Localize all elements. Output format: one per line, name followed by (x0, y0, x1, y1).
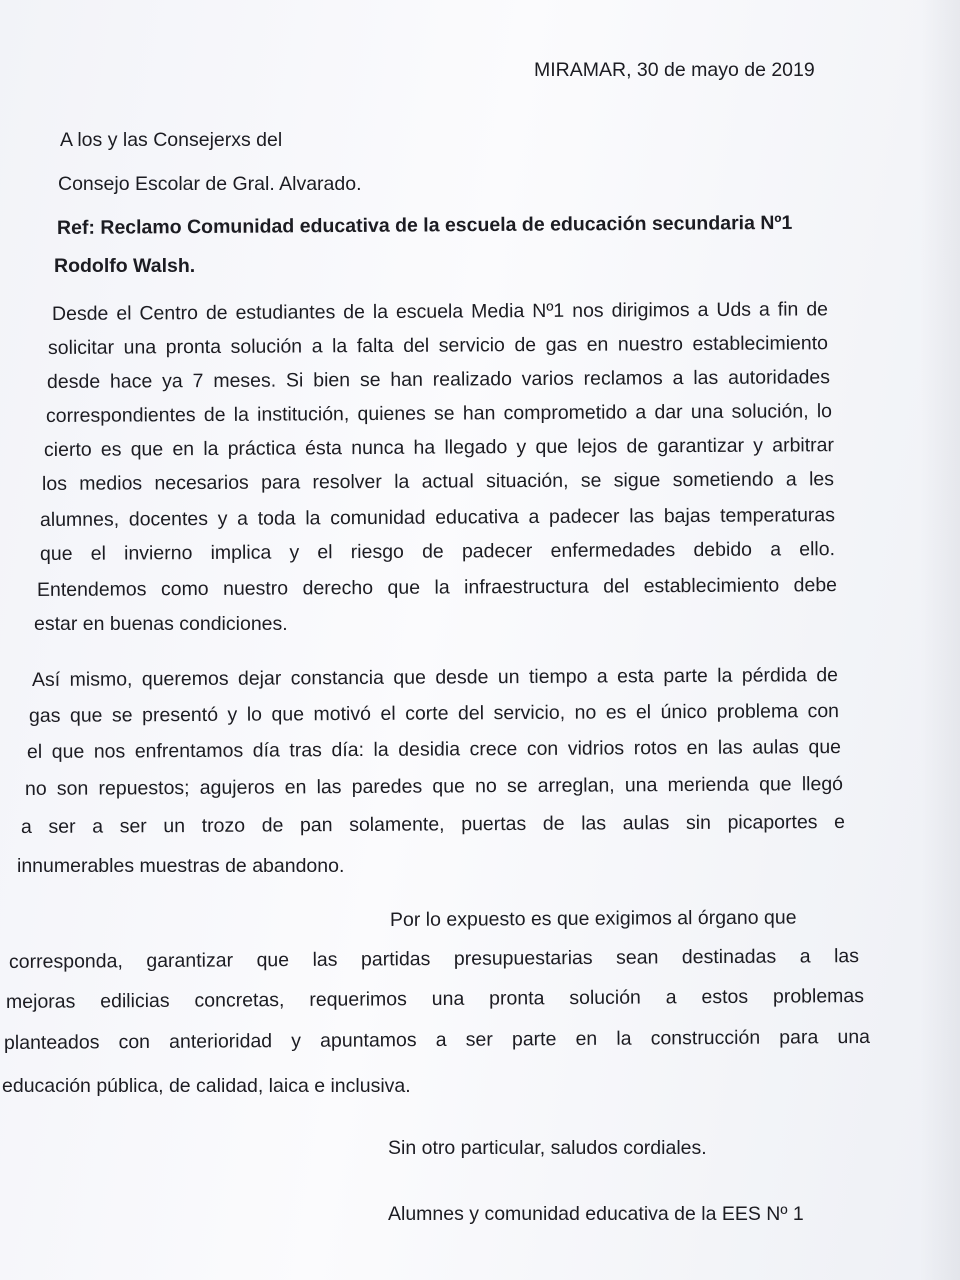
paragraph3-line: educación pública, de calidad, laica e inclusiva. (2, 1075, 411, 1097)
paragraph2-line: innumerables muestras de abandono. (17, 855, 345, 877)
paragraph3-line: planteados con anterioridad y apuntamos a ser parte en la construcción para una (3, 1025, 871, 1054)
paragraph1-line: estar en buenas condiciones. (34, 613, 288, 635)
recipient-line-2: Consejo Escolar de Gral. Alvarado. (58, 173, 362, 195)
paragraph3-line: corresponda, garantizar que las partidas presupuestarias sean destinadas a las (8, 945, 860, 973)
paragraph2-line: el que nos enfrentamos día tras día: la desidia crece con vidrios rotos en las aulas que (26, 736, 842, 763)
paragraph2-line: no son repuestos; agujeros en las paredes que no se arreglan, una merienda que llegó (24, 773, 844, 800)
paragraph1-line: Entendemos como nuestro derecho que la infraestructura del establecimiento debe (36, 574, 838, 601)
letter-date: MIRAMAR, 30 de mayo de 2019 (534, 59, 815, 81)
paragraph2-line: gas que se presentó y lo que motivó el corte del servicio, no es el único problema con (28, 700, 840, 727)
paragraph1-line: que el invierno implica y el riesgo de padecer enfermedades debido a ello. (39, 538, 836, 565)
reference-line-2: Rodolfo Walsh. (54, 255, 196, 277)
paragraph3-line: mejoras edilicias concretas, requerimos una pronta solución a estos problemas (5, 985, 865, 1013)
paragraph1-line: los medios necesarios para resolver la actual situación, se sigue sometiendo a les (41, 468, 835, 495)
paragraph3-line: Por lo expuesto es que exigimos al órgano que (389, 906, 797, 931)
paragraph1-line: alumnes, docentes y a toda la comunidad educativa a padecer las bajas temperaturas (39, 504, 836, 531)
paragraph1-line: desde hace ya 7 meses. Si bien se han realizado varios reclamos a las autoridades (46, 366, 831, 393)
recipient-line-1: A los y las Consejerxs del (60, 129, 283, 151)
closing-line: Sin otro particular, saludos cordiales. (388, 1137, 707, 1159)
signature-line: Alumnes y comunidad educativa de la EES Nº 1 (388, 1203, 804, 1225)
reference-line-1: Ref: Reclamo Comunidad educativa de la escuela de educación secundaria Nº1 (56, 211, 793, 239)
paragraph1-line: correspondientes de la institución, quienes se han comprometido a dar una solución, lo (45, 400, 833, 427)
paragraph1-line: Desde el Centro de estudiantes de la escuela Media Nº1 nos dirigimos a Uds a fin de (51, 298, 829, 325)
paragraph2-line: Así mismo, queremos dejar constancia que desde un tiempo a esta parte la pérdida de (31, 664, 839, 691)
paragraph1-line: solicitar una pronta solución a la falta del servicio de gas en nuestro establecimiento (47, 332, 829, 359)
paragraph1-line: cierto es que en la práctica ésta nunca ha llegado y que lejos de garantizar y arbitrar (43, 434, 835, 461)
paragraph2-line: a ser a ser un trozo de pan solamente, puertas de las aulas sin picaportes e (20, 810, 846, 838)
page-edge-shadow (920, 0, 960, 1280)
